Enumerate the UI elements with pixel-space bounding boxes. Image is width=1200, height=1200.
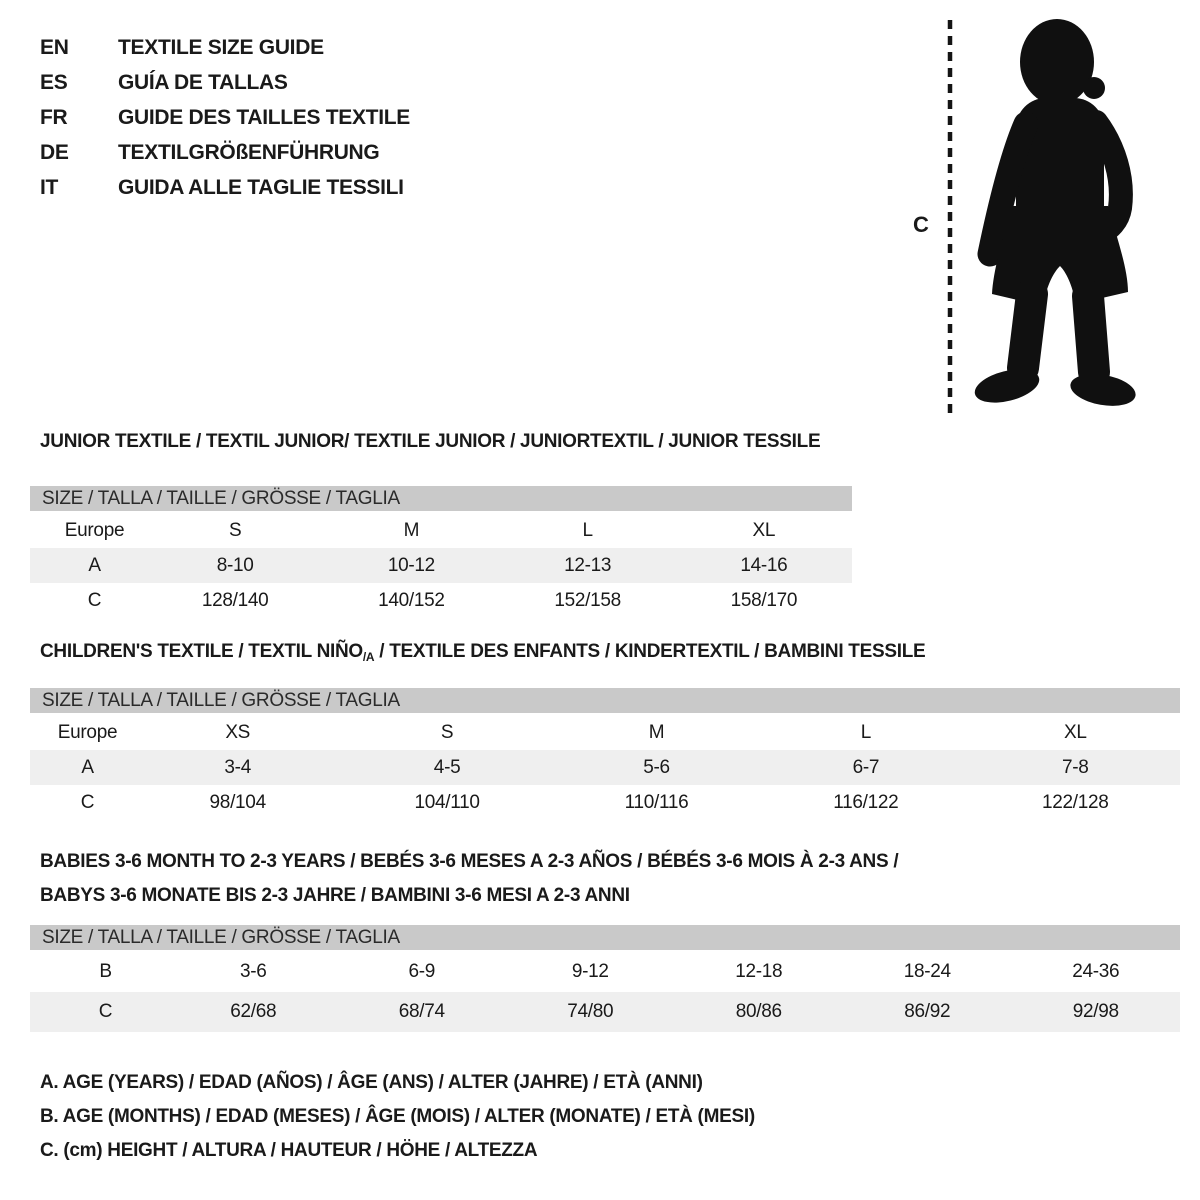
babies-size-bar: SIZE / TALLA / TAILLE / GRÖSSE / TAGLIA [30, 925, 1180, 950]
table-row [30, 992, 1180, 1032]
table-cell: 3-6 [239, 961, 267, 982]
table-cell: 74/80 [567, 1001, 614, 1022]
table-cell: 12-18 [735, 961, 783, 982]
table-row [30, 513, 852, 548]
babies-section-heading [40, 845, 898, 913]
lang-code-es: ES [40, 71, 68, 94]
table-cell: 7-8 [1062, 756, 1089, 778]
table-cell: 158/170 [730, 589, 798, 611]
table-cell: 110/116 [624, 791, 689, 813]
lang-code-fr: FR [40, 106, 68, 129]
table-cell: 86/92 [904, 1001, 951, 1022]
guide-title-en: TEXTILE SIZE GUIDE [118, 36, 324, 59]
table-cell: M [403, 519, 420, 541]
lang-row-it [40, 170, 410, 205]
footnote-age-years: A. AGE (YEARS) / EDAD (AÑOS) / ÂGE (ANS) / ALTER (JAHRE) / ETÀ (ANNI) [40, 1072, 703, 1093]
row-label: C [87, 589, 102, 611]
table-cell: L [860, 721, 871, 743]
guide-title-it: GUIDA ALLE TAGLIE TESSILI [118, 176, 404, 199]
table-cell: S [228, 519, 242, 541]
table-cell: 128/140 [201, 589, 269, 611]
table-cell: 62/68 [230, 1001, 277, 1022]
table-row [30, 548, 852, 583]
table-cell: 140/152 [378, 589, 445, 611]
junior-size-bar: SIZE / TALLA / TAILLE / GRÖSSE / TAGLIA [30, 486, 852, 511]
table-cell: 98/104 [209, 791, 266, 813]
table-row [30, 785, 1180, 820]
table-row [30, 750, 1180, 785]
footnote-age-months: B. AGE (MONTHS) / EDAD (MESES) / ÂGE (MOIS) / ALTER (MONATE) / ETÀ (MESI) [40, 1106, 755, 1127]
table-cell: 24-36 [1072, 961, 1120, 982]
lang-code-de: DE [40, 141, 69, 164]
table-row [30, 952, 1180, 992]
table-cell: 9-12 [571, 961, 609, 982]
footnote-height-cm: C. (cm) HEIGHT / ALTURA / HAUTEUR / HÖHE / ALTEZZA [40, 1140, 538, 1161]
children-heading-suffix: / TEXTILE DES ENFANTS / KINDERTEXTIL / BAMBINI TESSILE [374, 641, 926, 662]
guide-title-fr: GUIDE DES TAILLES TEXTILE [118, 106, 410, 129]
table-cell: 10-12 [387, 554, 435, 576]
babies-heading-line1: BABIES 3-6 MONTH TO 2-3 YEARS / BEBÉS 3-6 MESES A 2-3 AÑOS / BÉBÉS 3-6 MOIS À 2-3 ANS / [40, 851, 899, 872]
row-label: Europe [64, 519, 125, 541]
babies-heading-line2: BABYS 3-6 MONATE BIS 2-3 JAHRE / BAMBINI 3-6 MESI A 2-3 ANNI [40, 885, 630, 906]
guide-title-es: GUÍA DE TALLAS [118, 71, 288, 94]
lang-row-de [40, 135, 410, 170]
table-cell: S [440, 721, 454, 743]
children-heading-prefix: CHILDREN'S TEXTILE / TEXTIL NIÑO [40, 641, 363, 662]
language-header [40, 30, 410, 205]
dashed-height-line [947, 18, 955, 420]
table-cell: 6-9 [408, 961, 436, 982]
lang-code-it: IT [40, 176, 59, 199]
table-row [30, 715, 1180, 750]
table-cell: 6-7 [852, 756, 880, 778]
table-cell: 92/98 [1072, 1001, 1119, 1022]
children-section-heading [40, 641, 925, 664]
row-label: Europe [57, 721, 118, 743]
table-cell: 5-6 [643, 756, 670, 778]
lang-row-es [40, 65, 410, 100]
junior-size-table [30, 486, 852, 618]
table-row [30, 583, 852, 618]
children-heading-sub: /A [362, 650, 375, 664]
row-label: B [99, 961, 112, 982]
children-size-bar: SIZE / TALLA / TAILLE / GRÖSSE / TAGLIA [30, 688, 1180, 713]
height-measure-label: C [913, 212, 929, 237]
children-size-table [30, 688, 1180, 820]
table-cell: XS [225, 721, 251, 743]
row-label: A [81, 756, 94, 778]
lang-row-en [40, 30, 410, 65]
row-label: C [98, 1001, 113, 1022]
table-cell: XL [752, 519, 776, 541]
measurement-figure [905, 14, 1145, 424]
babies-size-table [30, 925, 1180, 1032]
table-cell: 8-10 [216, 554, 254, 576]
guide-title-de: TEXTILGRÖßENFÜHRUNG [118, 141, 380, 164]
junior-section-heading: JUNIOR TEXTILE / TEXTIL JUNIOR/ TEXTILE JUNIOR / JUNIORTEXTIL / JUNIOR TESSILE [40, 431, 821, 452]
table-cell: 68/74 [398, 1001, 445, 1022]
row-label: A [88, 554, 101, 576]
table-cell: 4-5 [433, 756, 461, 778]
table-cell: 12-13 [564, 554, 612, 576]
table-cell: 80/86 [735, 1001, 782, 1022]
table-cell: XL [1063, 721, 1087, 743]
lang-row-fr [40, 100, 410, 135]
table-cell: 116/122 [833, 791, 899, 813]
table-cell: 3-4 [224, 756, 251, 778]
table-cell: 18-24 [903, 961, 951, 982]
toddler-silhouette-icon [960, 16, 1140, 416]
lang-code-en: EN [40, 36, 69, 59]
table-cell: M [648, 721, 665, 743]
row-label: C [80, 791, 95, 813]
table-cell: 122/128 [1041, 791, 1109, 813]
table-cell: 104/110 [414, 791, 480, 813]
footnotes [40, 1066, 755, 1168]
table-cell: 14-16 [740, 554, 788, 576]
table-cell: 152/158 [554, 589, 621, 611]
table-cell: L [582, 519, 593, 541]
